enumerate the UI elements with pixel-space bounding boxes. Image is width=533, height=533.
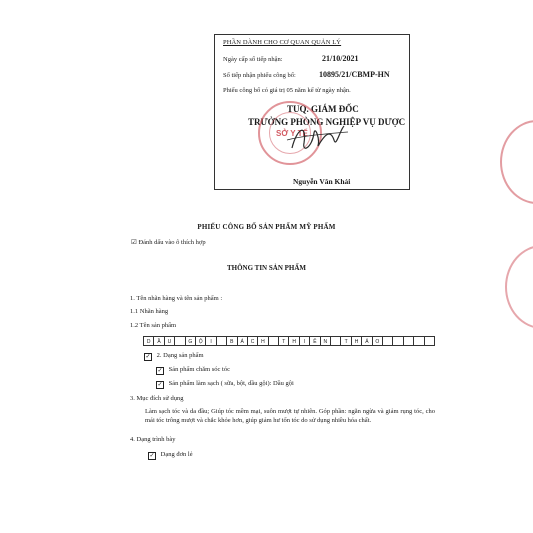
item-product-type — [144, 352, 204, 361]
name-letter-cell — [383, 336, 393, 346]
document-title: PHIẾU CÔNG BỐ SẢN PHẨM MỸ PHẨM — [197, 223, 336, 231]
type-hair-care — [156, 366, 230, 375]
name-letter-cell: Ả — [362, 336, 372, 346]
item-brand: 1.1 Nhãn hàng — [130, 308, 169, 315]
name-letter-cell: O — [373, 336, 383, 346]
name-letter-cell: Ầ — [154, 336, 164, 346]
checked-checkbox-icon: ✓ — [157, 382, 163, 388]
product-name-grid — [143, 336, 435, 346]
name-letter-cell: B — [227, 336, 237, 346]
purpose-text: Làm sạch tóc và da đầu; Giúp tóc mềm mại, suôn mượt tự nhiên. Góp phần: ngăn ngừa và giảm rụng tóc, cho mái tóc trông mượt và chắc khỏe hơn, giúp giảm hư tổn tóc do sử dụng nhiều hóa chất. — [145, 408, 435, 424]
validity-row — [223, 87, 351, 94]
name-letter-cell — [404, 336, 414, 346]
receipt-number-row — [223, 70, 390, 79]
official-heading: PHẦN DÀNH CHO CƠ QUAN QUẢN LÝ — [223, 39, 342, 46]
right-edge-seal-bottom — [505, 245, 533, 329]
name-letter-cell: T — [341, 336, 351, 346]
item-presentation: 4. Dạng trình bày — [130, 436, 176, 443]
authority-title: TUQ. GIÁM ĐỐC — [287, 104, 359, 114]
receipt-number-label: Số tiếp nhận phiếu công bố: — [223, 72, 296, 79]
presentation-single-label: Dạng đơn lẻ — [160, 451, 193, 458]
checkbox-note: ☑ Đánh dấu vào ô thích hợp — [131, 239, 206, 246]
name-letter-cell: D — [144, 336, 154, 346]
validity-text: Phiếu công bố có giá trị 05 năm kể từ ngày nhận. — [223, 87, 351, 94]
signature-icon — [282, 118, 352, 158]
issue-date-value: 21/10/2021 — [322, 54, 359, 63]
name-letter-cell: Ộ — [196, 336, 206, 346]
type-hair-care-label: Sản phẩm chăm sóc tóc — [168, 366, 230, 373]
section-title: THÔNG TIN SẢN PHẨM — [226, 264, 307, 272]
name-letter-cell: G — [186, 336, 196, 346]
item-brand-and-name: 1. Tên nhãn hàng và tên sản phẩm : — [130, 295, 223, 302]
name-letter-cell — [331, 336, 341, 346]
name-letter-cell: I — [300, 336, 310, 346]
name-letter-cell: Ê — [310, 336, 320, 346]
receipt-number-value: 10895/21/CBMP-HN — [319, 70, 390, 79]
name-letter-cell: N — [321, 336, 331, 346]
official-seal-text: SỞ Y TẾ — [276, 129, 308, 138]
checked-checkbox-icon: ✓ — [157, 368, 163, 374]
item-product-type-label: 2. Dạng sản phẩm — [156, 352, 204, 359]
name-letter-cell: H — [289, 336, 299, 346]
name-letter-cell: U — [165, 336, 175, 346]
issue-date-label: Ngày cấp số tiếp nhận: — [223, 56, 283, 63]
name-letter-cell — [425, 336, 435, 346]
issue-date-row — [223, 54, 359, 63]
type-cleansing-label: Sản phẩm làm sạch ( sữa, bột, dầu gội): Dầu gội — [168, 380, 294, 387]
name-letter-cell — [175, 336, 185, 346]
name-letter-cell — [393, 336, 403, 346]
checked-checkbox-icon: ✓ — [149, 453, 155, 459]
signer-name: Nguyễn Văn Khải — [293, 177, 351, 186]
name-letter-cell: I — [206, 336, 216, 346]
name-letter-cell — [414, 336, 424, 346]
type-cleansing — [156, 380, 294, 389]
checked-checkbox-icon: ✓ — [145, 354, 151, 360]
name-letter-cell — [269, 336, 279, 346]
right-edge-seal-top — [500, 120, 533, 204]
name-letter-cell: H — [258, 336, 268, 346]
item-product-name: 1.2 Tên sản phẩm — [130, 322, 177, 329]
presentation-single — [148, 451, 193, 460]
name-letter-cell: T — [279, 336, 289, 346]
department-title: TRƯỞNG PHÒNG NGHIỆP VỤ DƯỢC — [248, 117, 406, 127]
name-letter-cell: Á — [238, 336, 248, 346]
name-letter-cell: H — [352, 336, 362, 346]
name-letter-cell: C — [248, 336, 258, 346]
item-purpose: 3. Mục đích sử dụng — [130, 395, 184, 402]
name-letter-cell — [217, 336, 227, 346]
